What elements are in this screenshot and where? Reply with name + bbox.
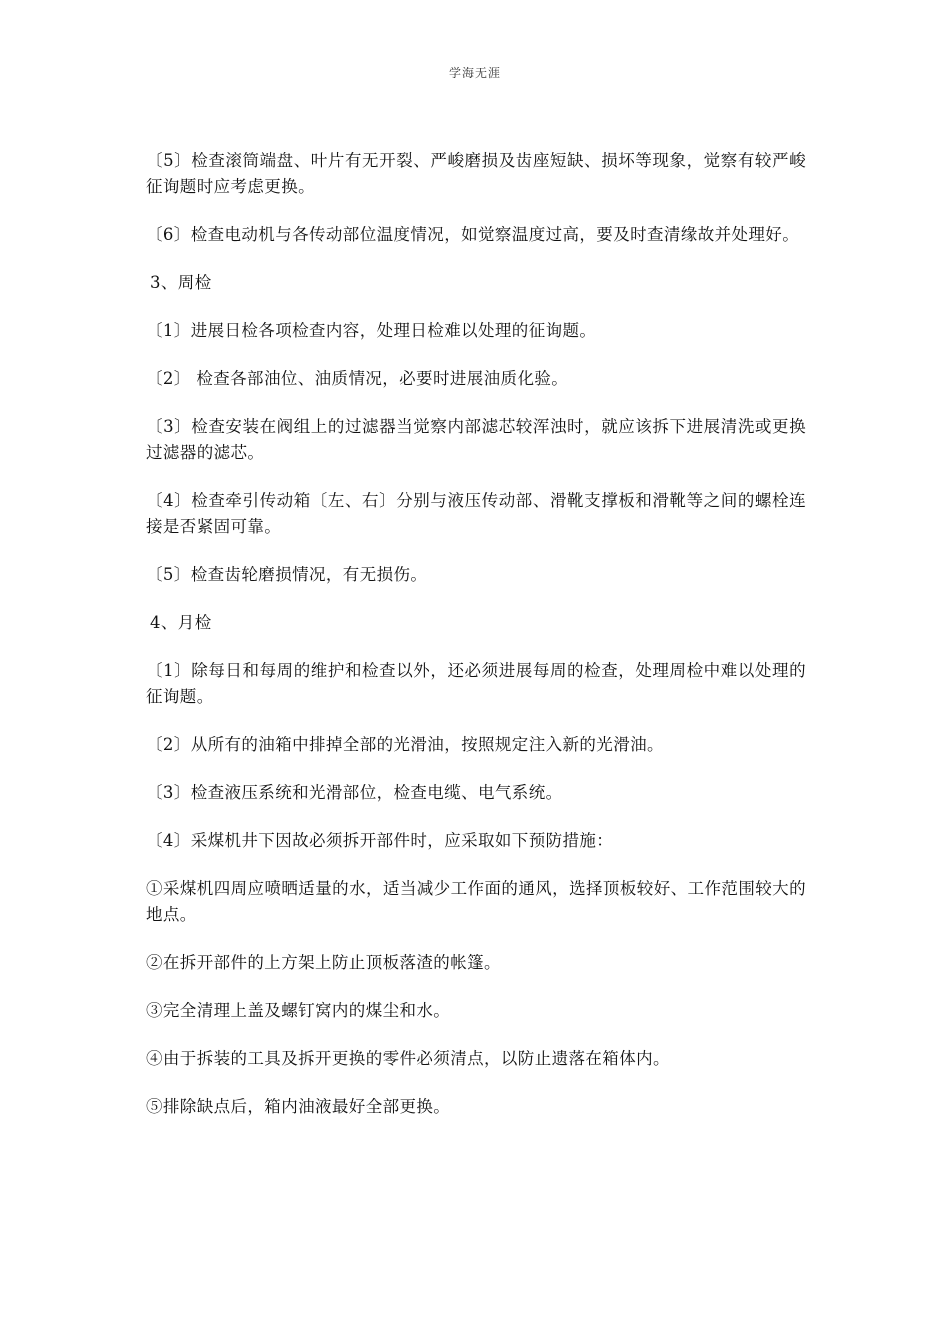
section-heading-weekly: 3、周检 — [150, 273, 212, 292]
paragraph-weekly-4: 〔4〕检查牵引传动箱〔左、右〕分别与液压传动部、滑靴支撑板和滑靴等之间的螺栓连接是否紧固可靠。 — [146, 491, 806, 536]
section-heading-monthly: 4、月检 — [150, 613, 212, 632]
paragraph-monthly-4: 〔4〕采煤机井下因故必须拆开部件时，应采取如下预防措施： — [146, 831, 614, 850]
precaution-item-2: ②在拆开部件的上方架上防止顶板落渣的帐篷。 — [146, 953, 501, 972]
paragraph-daily-6: 〔6〕检查电动机与各传动部位温度情况，如觉察温度过高，要及时查清缘故并处理好。 — [146, 225, 800, 244]
paragraph-monthly-2: 〔2〕从所有的油箱中排掉全部的光滑油，按照规定注入新的光滑油。 — [146, 735, 664, 754]
precaution-item-3: ③完全清理上盖及螺钉窝内的煤尘和水。 — [146, 1001, 451, 1020]
paragraph-weekly-3: 〔3〕检查安装在阀组上的过滤器当觉察内部滤芯较浑浊时，就应该拆下进展清洗或更换过滤器的滤芯。 — [146, 417, 806, 462]
precaution-item-5: ⑤排除缺点后，箱内油液最好全部更换。 — [146, 1097, 451, 1116]
document-body — [146, 148, 806, 1142]
precaution-item-1: ①采煤机四周应喷晒适量的水，适当减少工作面的通风，选择顶板较好、工作范围较大的地点。 — [146, 879, 806, 924]
precaution-item-4: ④由于拆装的工具及拆开更换的零件必须清点，以防止遗落在箱体内。 — [146, 1049, 670, 1068]
page-header: 学海无涯 — [448, 66, 501, 80]
paragraph-monthly-3: 〔3〕检查液压系统和光滑部位，检查电缆、电气系统。 — [146, 783, 563, 802]
paragraph-daily-5: 〔5〕检查滚筒端盘、叶片有无开裂、严峻磨损及齿座短缺、损坏等现象，觉察有较严峻征询题时应考虑更换。 — [146, 151, 806, 196]
paragraph-weekly-2: 〔2〕 检查各部油位、油质情况，必要时进展油质化验。 — [146, 369, 569, 388]
paragraph-monthly-1: 〔1〕除每日和每周的维护和检查以外，还必须进展每周的检查，处理周检中难以处理的征询题。 — [146, 661, 806, 706]
paragraph-weekly-1: 〔1〕进展日检各项检查内容，处理日检难以处理的征询题。 — [146, 321, 597, 340]
paragraph-weekly-5: 〔5〕检查齿轮磨损情况，有无损伤。 — [146, 565, 428, 584]
